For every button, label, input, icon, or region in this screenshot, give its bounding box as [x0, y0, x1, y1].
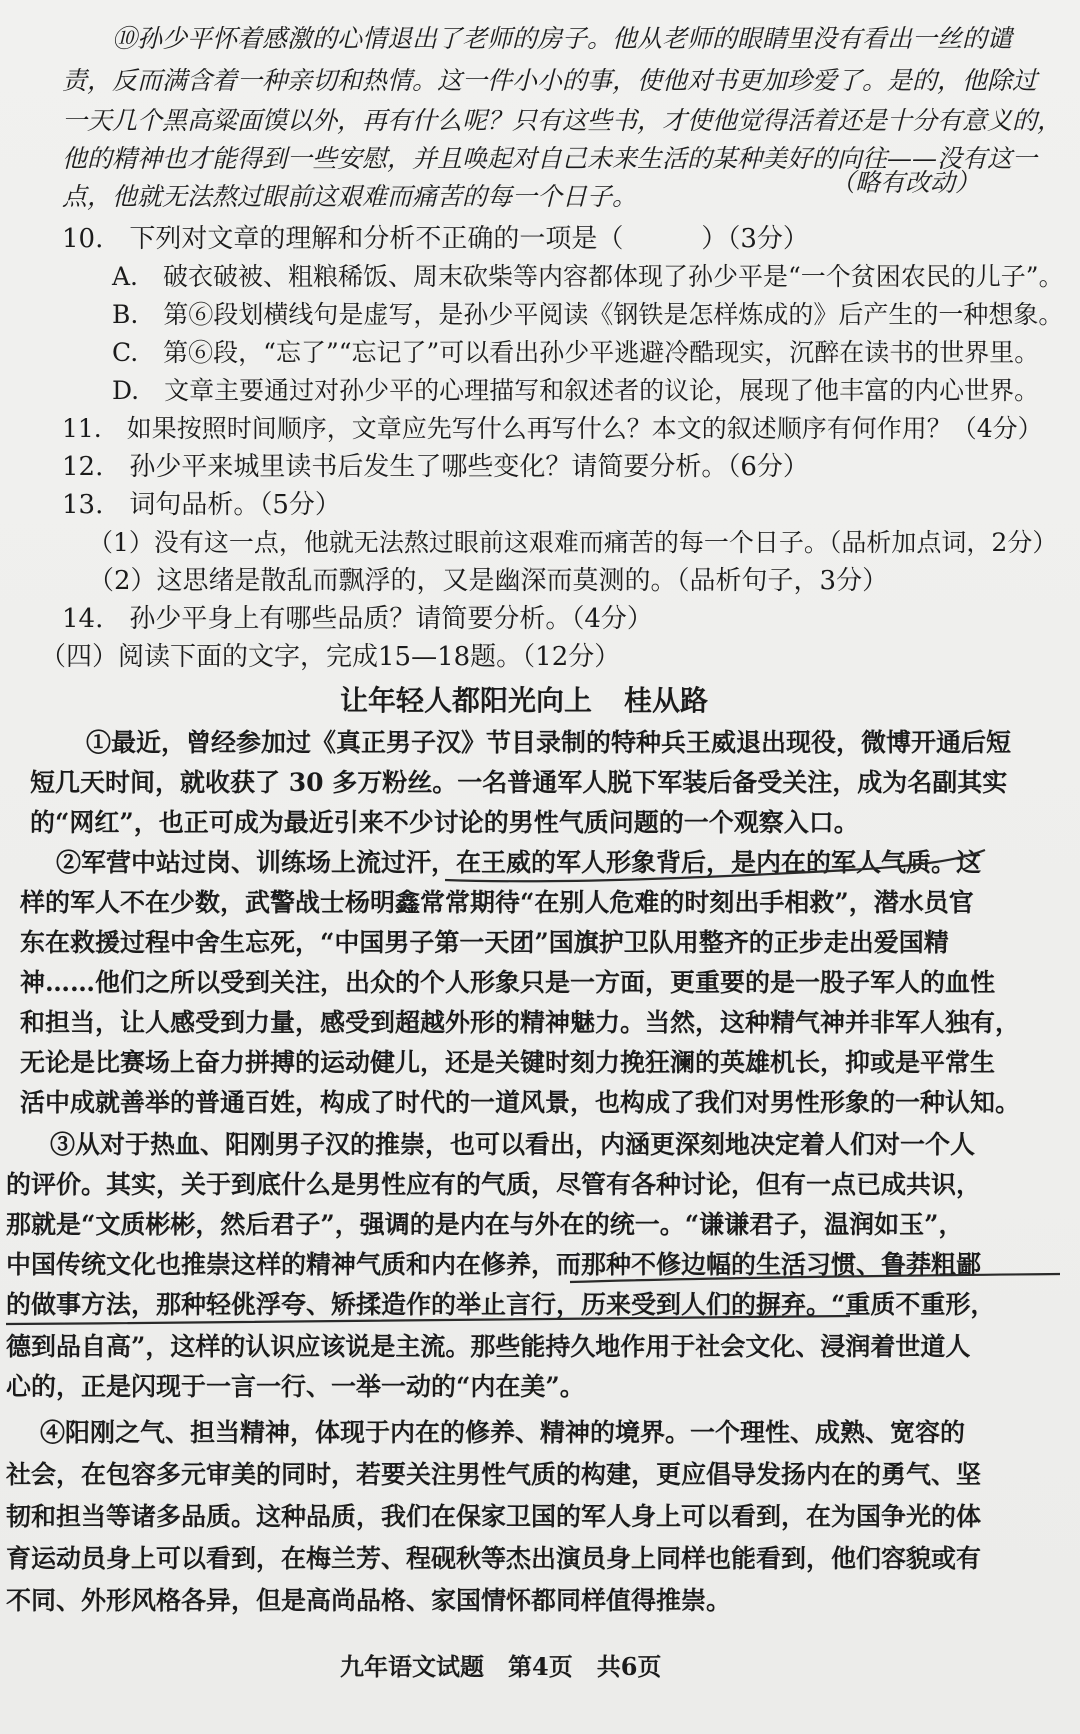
article-author: 桂从路	[624, 684, 709, 717]
article-line: 和担当，让人感受到力量，感受到超越外形的精神魅力。当然，这种精气神并非军人独有，	[20, 1008, 1021, 1037]
article-line: 韧和担当等诸多品质。这种品质，我们在保家卫国的军人身上可以看到，在为国争光的体	[6, 1502, 982, 1531]
article-title: 让年轻人都阳光向上	[340, 684, 593, 717]
article-line: 的“网红”，也正可成为最近引来不少讨论的男性气质问题的一个观察入口。	[30, 808, 859, 837]
article-line: ③从对于热血、阳刚男子汉的推崇，也可以看出，内涵更深刻地决定着人们对一个人	[50, 1130, 976, 1159]
question-13: 13. 词句品析。（5分）	[62, 490, 341, 520]
article-line: 社会，在包容多元审美的同时，若要关注男性气质的构建，更应倡导发扬内在的勇气、坚	[6, 1460, 982, 1489]
passage-line: 点，他就无法熬过眼前这艰难而痛苦的每一个日子。	[62, 182, 638, 211]
article-line: 样的军人不在少数，武警战士杨明鑫常常期待“在别人危难的时刻出手相救”，潜水员官	[20, 888, 974, 917]
article-line: 德到品自高”，这样的认识应该说是主流。那些能持久地作用于社会文化、浸润着世道人	[6, 1332, 971, 1361]
article-line: 短几天时间，就收获了 30 多万粉丝。一名普通军人脱下军装后备受关注，成为名副其实	[30, 768, 1008, 797]
article-line: 中国传统文化也推崇这样的精神气质和内在修养，而那种不修边幅的生活习惯、鲁莽粗鄙	[6, 1250, 982, 1279]
q10-option-c: C. 第⑥段，“忘了”“忘记了”可以看出孙少平逃避冷酷现实，沉醉在读书的世界里。	[112, 338, 1040, 367]
article-line: ②军营中站过岗、训练场上流过汗，在王威的军人形象背后，是内在的军人气质。这	[56, 848, 982, 877]
article-line: 那就是“文质彬彬，然后君子”，强调的是内在与外在的统一。“谦谦君子，温润如玉”，	[6, 1210, 964, 1239]
article-line: 育运动员身上可以看到，在梅兰芳、程砚秋等杰出演员身上同样也能看到，他们容貌或有	[6, 1544, 982, 1573]
article-line: 东在救援过程中舍生忘死，“中国男子第一天团”国旗护卫队用整齐的正步走出爱国精	[20, 928, 949, 957]
article-line: ①最近，曾经参加过《真正男子汉》节目录制的特种兵王威退出现役，微博开通后短	[86, 728, 1012, 757]
article-line: 不同、外形风格各异，但是高尚品格、家国情怀都同样值得推崇。	[6, 1586, 732, 1615]
page-footer: 九年语文试题 第4页 共6页	[340, 1652, 662, 1681]
passage-note: （略有改动）	[830, 168, 981, 197]
article-line: ④阳刚之气、担当精神，体现于内在的修养、精神的境界。一个理性、成熟、宽容的	[40, 1418, 966, 1447]
q10-option-b: B. 第⑥段划横线句是虚写，是孙少平阅读《钢铁是怎样炼成的》后产生的一种想象。	[112, 300, 1064, 329]
question-11: 11. 如果按照时间顺序，文章应先写什么再写什么？本文的叙述顺序有何作用？（4分）	[62, 414, 1043, 443]
article-line: 无论是比赛场上奋力拼搏的运动健儿，还是关键时刻力挽狂澜的英雄机长，抑或是平常生	[20, 1048, 996, 1077]
q13-item-2: （2）这思绪是散乱而飘浮的，又是幽深而莫测的。（品析句子，3分）	[88, 566, 889, 596]
q13-item-1: （1）没有这一点，他就无法熬过眼前这艰难而痛苦的每一个日子。（品析加点词，2分）	[88, 528, 1058, 557]
question-10: 10. 下列对文章的理解和分析不正确的一项是（ ）（3分）	[62, 224, 809, 254]
article-line: 神……他们之所以受到关注，出众的个人形象只是一方面，更重要的是一股子军人的血性	[20, 968, 996, 997]
article-line: 的做事方法，那种轻佻浮夸、矫揉造作的举止言行，历来受到人们的摒弃。“重质不重形，	[6, 1290, 996, 1319]
question-14: 14. 孙少平身上有哪些品质？请简要分析。（4分）	[62, 604, 653, 634]
passage-line: 责，反而满含着一种亲切和热情。这一件小小的事，使他对书更加珍爱了。是的，他除过	[62, 66, 1038, 95]
article-line: 的评价。其实，关于到底什么是男性应有的气质，尽管有各种讨论，但有一点已成共识，	[6, 1170, 982, 1199]
question-12: 12. 孙少平来城里读书后发生了哪些变化？请简要分析。（6分）	[62, 452, 809, 482]
section-4-instruction: （四）阅读下面的文字，完成15—18题。（12分）	[40, 642, 621, 672]
q10-option-a: A. 破衣破被、粗粮稀饭、周末砍柴等内容都体现了孙少平是“一个贫困农民的儿子”。	[112, 262, 1064, 291]
passage-line: 一天几个黑高粱面馍以外，再有什么呢？只有这些书，才使他觉得活着还是十分有意义的，	[62, 106, 1063, 135]
article-line: 心的，正是闪现于一言一行、一举一动的“内在美”。	[6, 1372, 585, 1401]
passage-line: 他的精神也才能得到一些安慰，并且唤起对自己未来生活的某种美好的向往——没有这一	[62, 144, 1038, 173]
article-line: 活中成就善举的普通百姓，构成了时代的一道风景，也构成了我们对男性形象的一种认知。	[20, 1088, 1021, 1117]
passage-line: ⑩孙少平怀着感激的心情退出了老师的房子。他从老师的眼睛里没有看出一丝的谴	[112, 24, 1013, 53]
q10-option-d: D. 文章主要通过对孙少平的心理描写和叙述者的议论，展现了他丰富的内心世界。	[112, 376, 1040, 405]
